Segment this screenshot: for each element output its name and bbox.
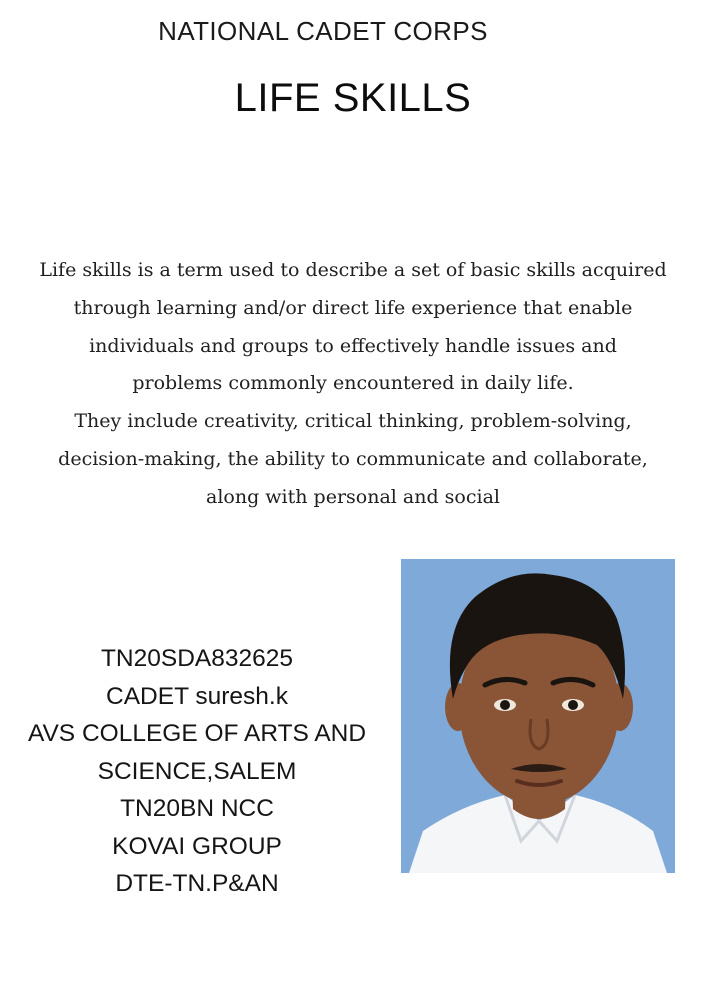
description-line: They include creativity, critical thinking, problem-solving, — [74, 410, 632, 433]
description-line: along with personal and social — [206, 485, 500, 508]
college-name: AVS COLLEGE OF ARTS AND — [27, 720, 367, 747]
organization-name: NATIONAL CADET CORPS — [158, 16, 488, 46]
life-skills-description — [0, 252, 706, 517]
description-line: decision-making, the ability to communicate and collaborate, — [58, 447, 648, 470]
cadet-photo — [401, 559, 675, 873]
college-location: SCIENCE,SALEM — [97, 757, 297, 785]
cadet-portrait — [401, 559, 675, 873]
group-name: KOVAI GROUP — [112, 832, 282, 860]
cadet-name: CADET suresh.k — [106, 682, 288, 710]
page-title: LIFE SKILLS — [234, 76, 472, 120]
directorate: DTE-TN.P&AN — [115, 870, 279, 897]
description-line: individuals and groups to effectively handle issues and — [89, 334, 617, 357]
cadet-details — [14, 640, 380, 903]
battalion: TN20BN NCC — [120, 795, 274, 822]
cadet-id: TN20SDA832625 — [100, 645, 294, 672]
description-line: through learning and/or direct life experience that enable — [73, 296, 633, 319]
description-line: problems commonly encountered in daily life. — [132, 372, 574, 395]
description-line: Life skills is a term used to describe a set of basic skills acquired — [39, 259, 667, 281]
